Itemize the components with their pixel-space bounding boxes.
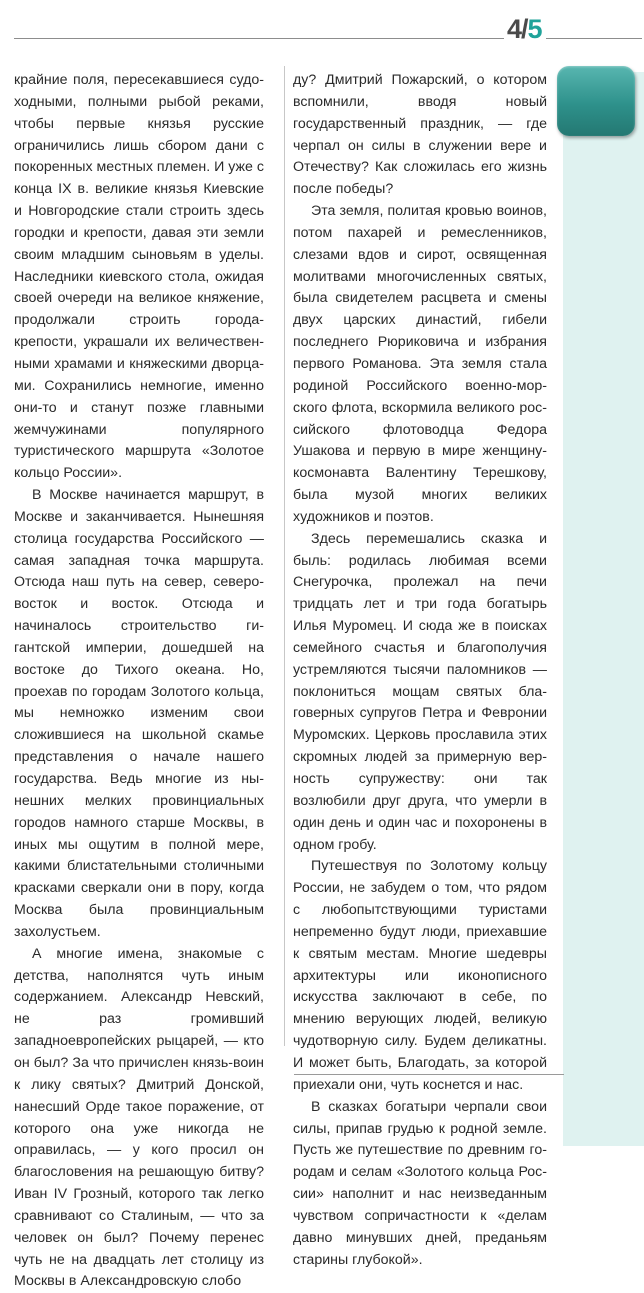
paragraph: А многие имена, знакомые с детства, наполнятся чуть иным содержанием. Александр Невский, не раз громивший западноевропейских рыцарей, — кто он был? За что причислен князь-воин к лику святых? Дмитрий Донской, нанесший Орде такое поражение, от которого она уже никогда не оправилась, — у кого просил он благословения на решающую битву? Иван IV Грозный, которого так легко сравнивают со Сталиным, — что за человек он был? Почему перенес чуть не на двадцать лет столицу из Москвы в Александровскую слобо bbox=[14, 945, 264, 1290]
column-divider bbox=[284, 66, 285, 1046]
page-total: 5 bbox=[527, 14, 542, 44]
header-rule-right bbox=[546, 38, 642, 39]
paragraph: Здесь перемешались сказка и быль: родилась любимая всеми Снегурочка, пролежал на печи тридцать лет и три года богатырь Илья Муромец. И сюда же в поисках семейного счастья и благополучия устремляются тысячи паломников — поклониться мощам святых благоверных супругов Петра и Февронии Муромских. Церковь прославила этих скромных людей за примерную верность супружеству: они так возлюбили друг друга, что умерли в один день и один час и похоронены в одном гробу. bbox=[293, 530, 547, 853]
left-text-column bbox=[14, 70, 264, 1293]
paragraph: крайние поля, пересекавшиеся судоходными, полными рыбой реками, чтобы первые князья русские ограничились лишь сбором дани с покоренных местных племен. И уже с конца IX в. великие князья Киевские и Новгородские стали строить здесь городки и крепости, давая эти земли своим младшим сыновьям в уделы. Наследники киевского стола, ожидая своей очереди на великое княжение, продолжали строить города-крепости, украшали их величественными храмами и княжескими дворцами. Сохранились немногие, именно они-то и станут позже главными жемчужинами популярного туристического маршрута «Золотое кольцо России». bbox=[14, 72, 264, 482]
right-text-column bbox=[293, 70, 547, 1271]
paragraph: ду? Дмитрий Пожарский, о котором вспомнили, вводя новый государственный праздник, — где черпал он силы в служении вере и Отечеству? Как сложилась его жизнь после победы? bbox=[293, 72, 547, 198]
page-separator: / bbox=[521, 14, 528, 44]
paragraph: В сказках богатыри черпали свои силы, припав грудью к родной земле. Пусть же путешествие по древним городам и селам «Золотого кольца России» наполнит и нас неизведанным чувством сопричастности к «делам давно минувших дней, преданьям старины глубокой». bbox=[293, 1098, 547, 1268]
page-number bbox=[507, 14, 542, 44]
page-tab-button[interactable] bbox=[557, 66, 635, 136]
page-current: 4 bbox=[507, 14, 522, 44]
side-color-strip bbox=[563, 72, 644, 1146]
footer-rule bbox=[294, 1074, 564, 1075]
paragraph: Путешествуя по Золотому кольцу России, не забудем о том, что рядом с любопытствующими туристами непременно будут люди, приехавшие к святым местам. Многие шедевры архитектуры или иконописного искусства заключают в себе, по мнению верующих людей, великую чудотворную силу. Будем деликатны. И может быть, Благодать, за которой приехали они, чуть коснется и нас. bbox=[293, 858, 547, 1093]
paragraph: Эта земля, политая кровью воинов, потом пахарей и ремесленников, слезами вдов и сирот, освященная молитвами многочисленных святых, была свидетелем расцвета и смены двух царских династий, гибели последнего Рюриковича и избрания первого Романова. Эта земля стала родиной Российского военно-морского флота, вскормила великого российского флотоводца Федора Ушакова и первую в мире женщину-космонавта Валентину Терешкову, была музой многих великих художников и поэтов. bbox=[293, 203, 547, 525]
paragraph: В Москве начинается маршрут, в Москве и заканчивается. Нынешняя столица государства Российского — самая западная точка маршрута. Отсюда наш путь на север, северо-восток и восток. Отсюда и начиналось строительство гигантской империи, дошедшей на востоке до Тихого океана. Но, проехав по городам Золотого кольца, мы немножко изменим свои сложившиеся на школьной скамье представления о начале нашего государства. Ведь многие из нынешних мелких провинциальных городов намного старше Москвы, в иных мы ощутим в полной мере, какими блистательными столичными красками сверкали они в пору, когда Москва была провинциальным захолустьем. bbox=[14, 487, 264, 940]
header-rule bbox=[14, 38, 504, 39]
